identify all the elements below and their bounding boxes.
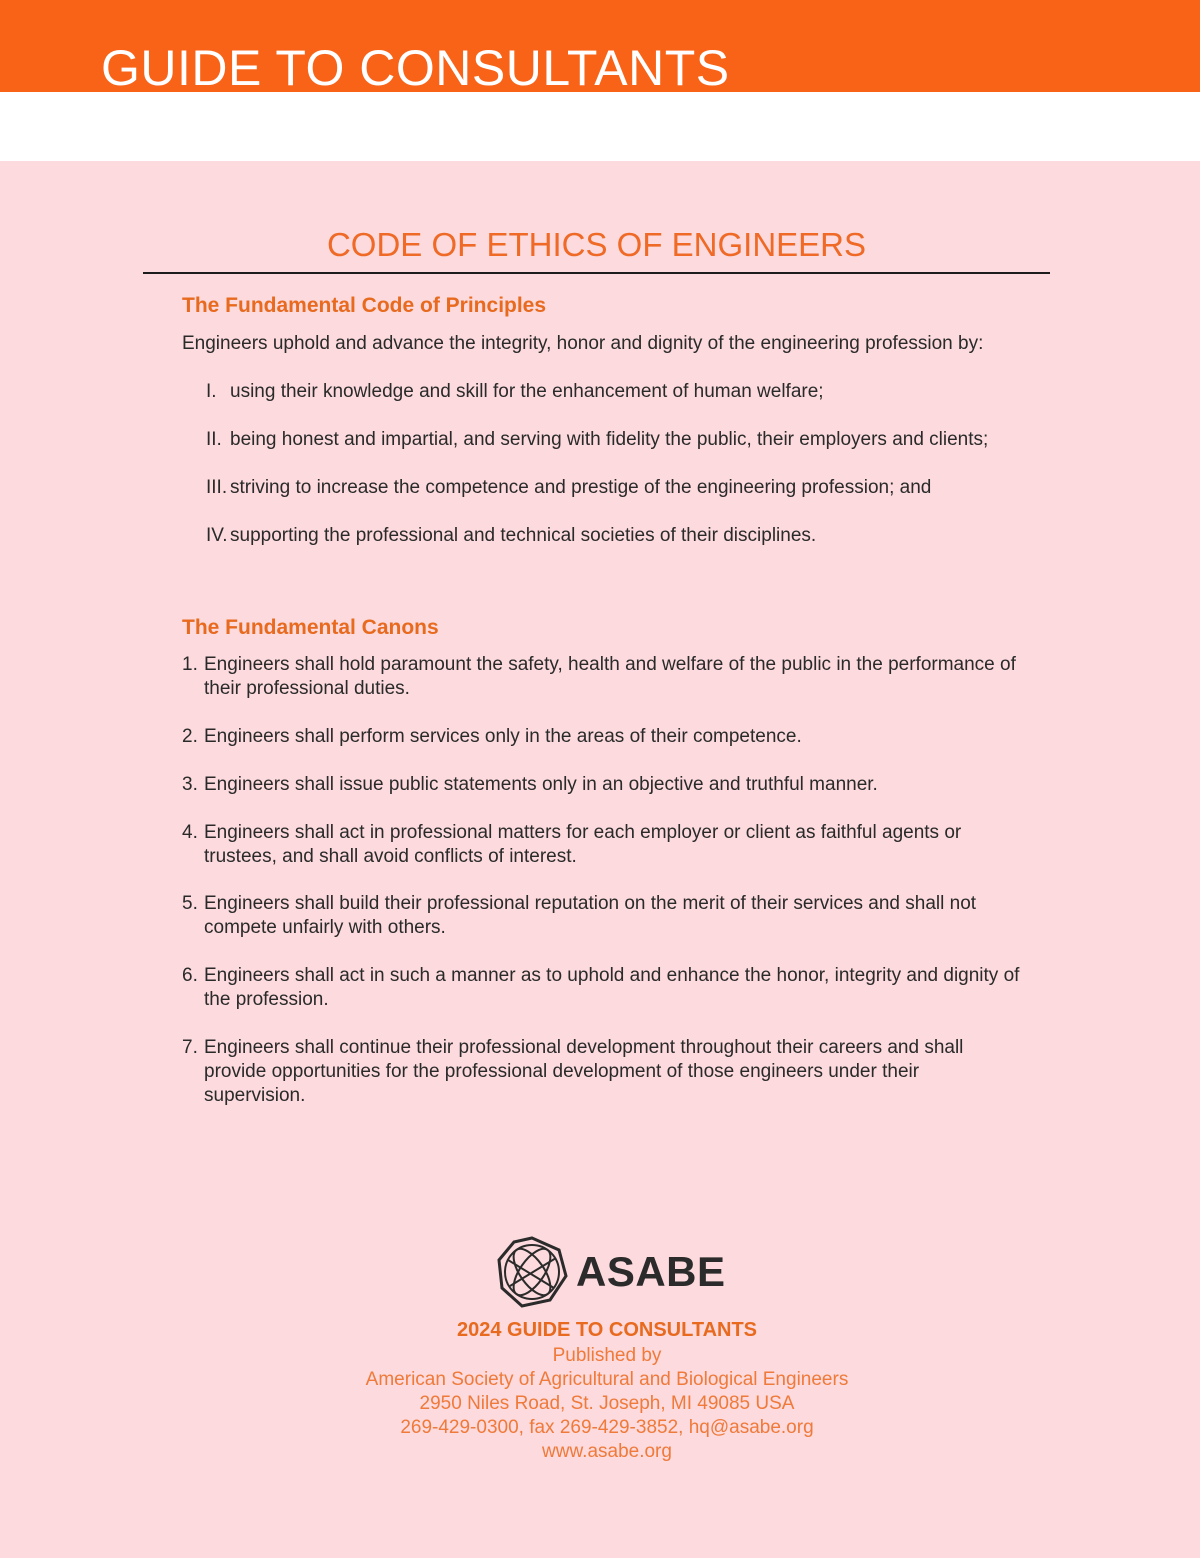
canon-text: Engineers shall hold paramount the safety, health and welfare of the public in the performance of their professional duties. [204, 654, 1016, 699]
canon-item [182, 821, 1022, 869]
principle-text: supporting the professional and technical societies of their disciplines. [230, 525, 817, 546]
footer-published-by: Published by [552, 1345, 662, 1366]
principle-item [206, 474, 931, 502]
footer-website[interactable]: www.asabe.org [542, 1441, 672, 1462]
footer-organization: American Society of Agricultural and Biological Engineers [365, 1369, 849, 1390]
canon-text: Engineers shall perform services only in the areas of their competence. [204, 726, 802, 747]
canon-item [182, 653, 1022, 701]
canon-number: 4. [182, 822, 198, 843]
canon-text: Engineers shall build their professional reputation on the merit of their services and shall not compete unfairly with others. [204, 893, 977, 938]
asabe-logo [496, 1235, 726, 1309]
principle-text: being honest and impartial, and serving with fidelity the public, their employers and clients; [230, 429, 989, 450]
page-header-title: GUIDE TO CONSULTANTS [101, 40, 730, 96]
principle-number: II. [206, 429, 222, 450]
footer-address: 2950 Niles Road, St. Joseph, MI 49085 USA [419, 1393, 795, 1414]
canon-item [182, 773, 1022, 797]
canon-number: 5. [182, 893, 198, 914]
canon-text: Engineers shall issue public statements only in an objective and truthful manner. [204, 774, 878, 795]
principle-number: III. [206, 477, 228, 498]
canon-text: Engineers shall continue their professional development throughout their careers and shall provide opportunities for the professional development of those engineers under their supervision. [204, 1037, 964, 1106]
footer-contact: 269-429-0300, fax 269-429-3852, hq@asabe.org [400, 1417, 814, 1438]
canons-heading: The Fundamental Canons [182, 616, 439, 639]
canon-number: 7. [182, 1037, 198, 1058]
canon-item [182, 1036, 1022, 1108]
logo-wordmark: ASABE [576, 1248, 726, 1295]
principle-number: IV. [206, 525, 228, 546]
canon-text: Engineers shall act in such a manner as to uphold and enhance the honor, integrity and dignity of the profession. [204, 965, 1020, 1010]
canon-number: 1. [182, 654, 198, 675]
principle-item [206, 522, 816, 550]
principles-intro: Engineers uphold and advance the integrity, honor and dignity of the engineering profession by: [182, 333, 984, 354]
canon-number: 3. [182, 774, 198, 795]
canon-item [182, 964, 1022, 1012]
principle-item [206, 378, 824, 406]
canon-number: 2. [182, 726, 198, 747]
principle-item [206, 426, 988, 454]
footer-guide-title: 2024 GUIDE TO CONSULTANTS [456, 1319, 758, 1341]
document-title: CODE OF ETHICS OF ENGINEERS [326, 226, 867, 263]
principle-text: striving to increase the competence and prestige of the engineering profession; and [230, 477, 932, 498]
canon-text: Engineers shall act in professional matters for each employer or client as faithful agents or trustees, and shall avoid conflicts of interest. [204, 822, 962, 867]
canon-item [182, 892, 1022, 940]
globe-logo-icon [496, 1236, 568, 1308]
principle-number: I. [206, 381, 217, 402]
principles-heading: The Fundamental Code of Principles [182, 294, 547, 317]
title-divider [143, 272, 1050, 274]
canon-item [182, 725, 1022, 749]
principle-text: using their knowledge and skill for the enhancement of human welfare; [230, 381, 824, 402]
canon-number: 6. [182, 965, 198, 986]
